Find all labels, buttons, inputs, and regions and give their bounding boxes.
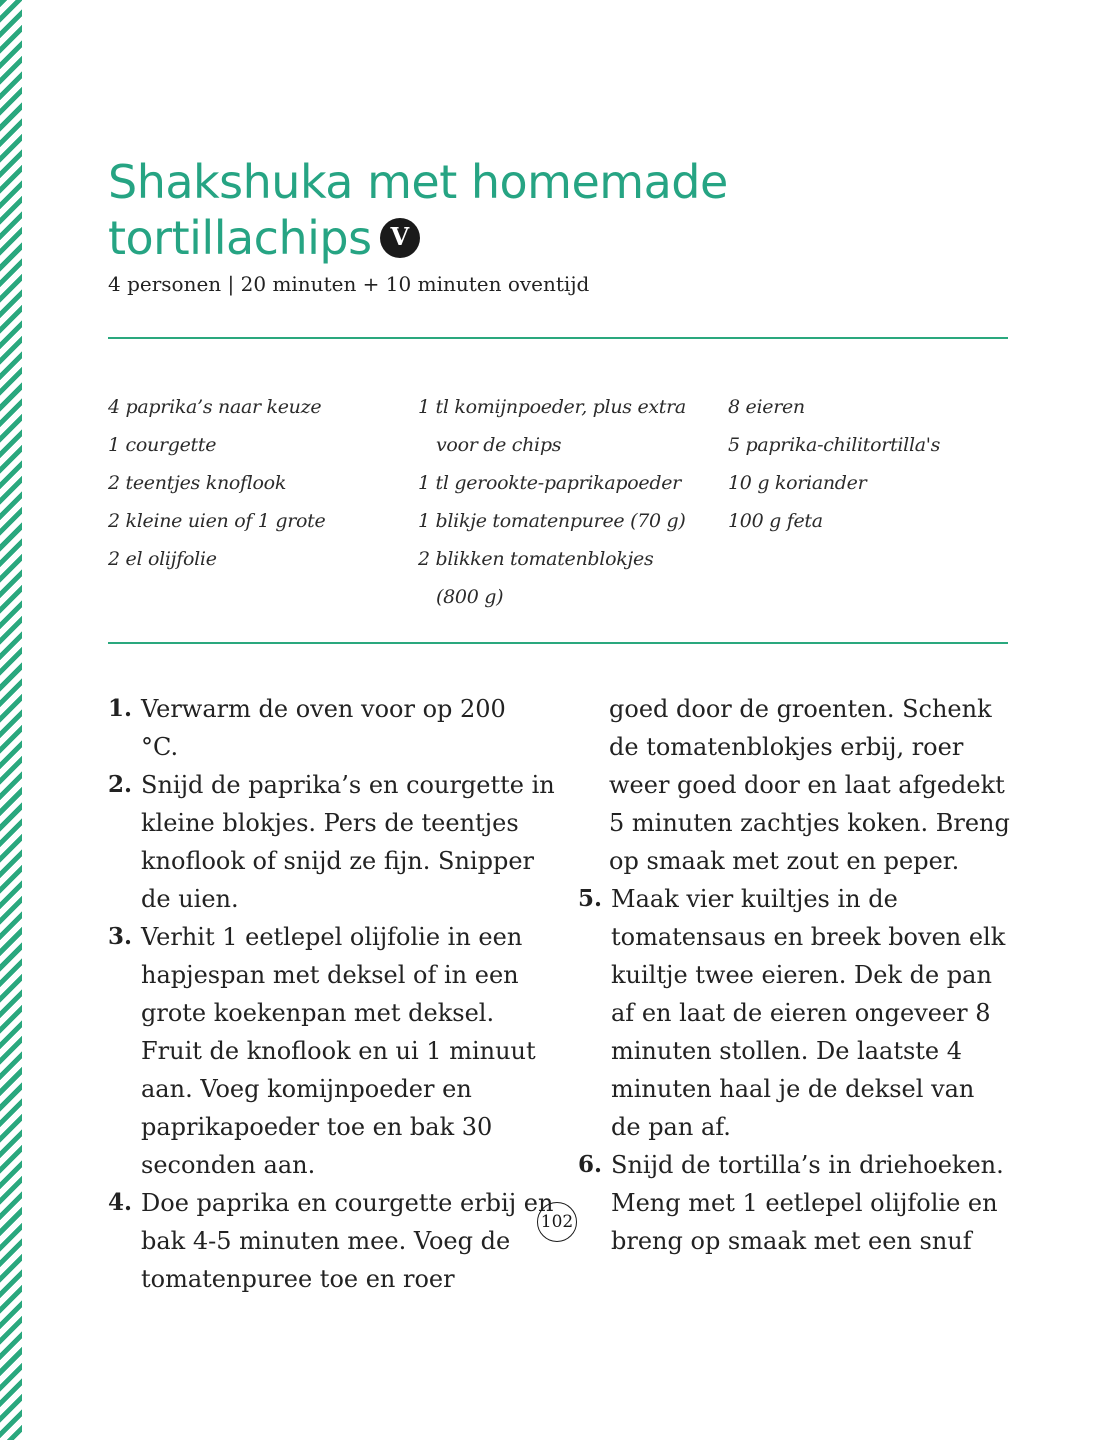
ingredient-item: 2 teentjes knoflook	[108, 472, 287, 494]
steps-column-right	[578, 690, 1010, 1260]
step-text: Snijd de paprika’s en courgette in kleine blokjes. Pers de teentjes knoflook of snijd ze fijn. Snipper de uien.	[141, 771, 555, 913]
ingredients-column-1	[108, 388, 418, 578]
step-text: Verwarm de oven voor op 200 °C.	[141, 695, 506, 761]
step-number: 2.	[108, 771, 133, 798]
step-number: 6.	[578, 1151, 603, 1178]
ingredient-item: 1 tl gerookte-paprikapoeder	[418, 472, 681, 494]
ingredient-item: 1 blikje tomatenpuree (70 g)	[418, 510, 686, 532]
step-number: 3.	[108, 923, 133, 950]
title-line-1: Shakshuka met homemade	[108, 155, 728, 209]
ingredient-item: 2 blikken tomatenblokjes (800 g)	[418, 548, 654, 608]
decorative-stripe-border	[0, 0, 22, 1440]
ingredients-column-3	[728, 388, 1008, 540]
ingredient-item: 8 eieren	[728, 396, 805, 418]
ingredient-item: 1 tl komijnpoeder, plus extra voor de chips	[418, 396, 686, 456]
step-number: 5.	[578, 885, 603, 912]
ingredient-item: 100 g feta	[728, 510, 823, 532]
step-6	[578, 1146, 1010, 1260]
step-1	[108, 690, 541, 766]
recipe-title	[108, 154, 1008, 266]
page-number: 102	[537, 1202, 577, 1242]
step-3	[108, 918, 556, 1184]
ingredients-column-2	[418, 388, 718, 616]
ingredient-item: 4 paprika’s naar keuze	[108, 396, 322, 418]
step-4-continued	[578, 690, 1010, 880]
step-number: 4.	[108, 1189, 133, 1216]
step-2	[108, 766, 556, 918]
steps-column-left	[108, 690, 555, 1298]
ingredient-item: 10 g koriander	[728, 472, 867, 494]
vegetarian-badge-icon: V	[380, 218, 420, 258]
divider-bottom	[108, 642, 1008, 644]
step-4	[108, 1184, 556, 1298]
step-text: goed door de groenten. Schenk de tomatenblokjes erbij, roer weer goed door en laat afgedekt 5 minuten zachtjes koken. Breng op smaak met zout en peper.	[609, 695, 1010, 875]
ingredient-item: 2 el olijfolie	[108, 548, 217, 570]
divider-top	[108, 337, 1008, 339]
recipe-meta: 4 personen | 20 minuten + 10 minuten oventijd	[108, 272, 590, 296]
step-text: Maak vier kuiltjes in de tomatensaus en breek boven elk kuiltje twee eieren. Dek de pan af en laat de eieren ongeveer 8 minuten stollen. De laatste 4 minuten haal je de deksel van de pan af.	[611, 885, 1006, 1141]
step-text: Doe paprika en courgette erbij en bak 4-5 minuten mee. Voeg de tomatenpuree toe en roer	[141, 1189, 554, 1293]
step-number: 1.	[108, 695, 133, 722]
step-5	[578, 880, 1010, 1146]
ingredient-item: 5 paprika-chilitortilla's	[728, 434, 941, 456]
ingredient-item: 2 kleine uien of 1 grote	[108, 510, 326, 532]
ingredient-item: 1 courgette	[108, 434, 217, 456]
step-text: Snijd de tortilla’s in driehoeken. Meng met 1 eetlepel olijfolie en breng op smaak met een snuf	[611, 1151, 1004, 1255]
step-text: Verhit 1 eetlepel olijfolie in een hapjespan met deksel of in een grote koekenpan met deksel. Fruit de knoflook en ui 1 minuut aan. Voeg komijnpoeder en paprikapoeder toe en bak 30 seconden aan.	[141, 923, 536, 1179]
title-line-2: tortillachips	[108, 211, 372, 265]
